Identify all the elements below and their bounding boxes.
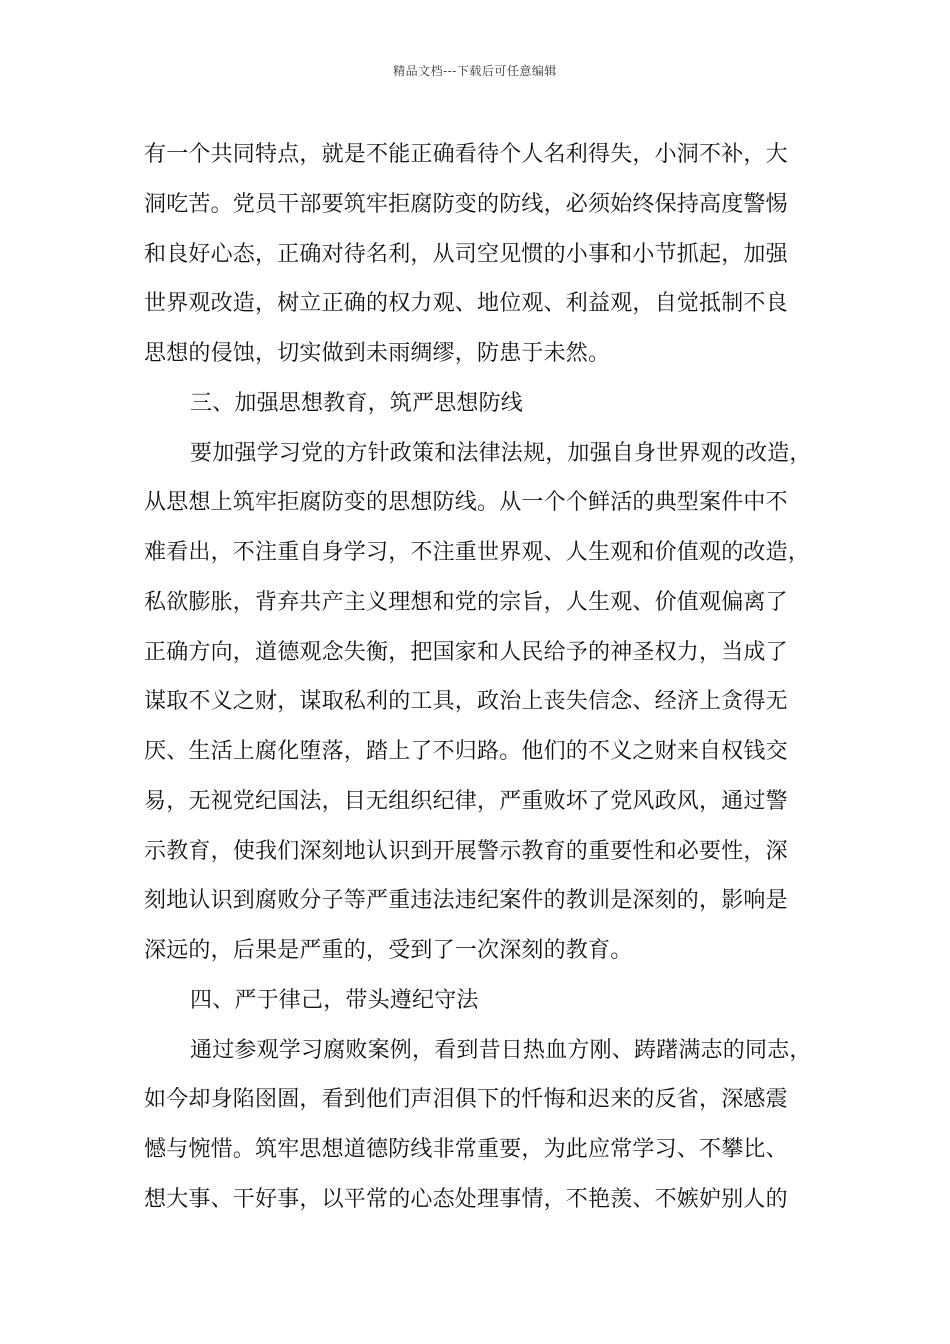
text-line: 和良好心态，正确对待名利，从司空见惯的小事和小节抓起，加强 — [144, 241, 788, 267]
text-line: 正确方向，道德观念失衡，把国家和人民给予的神圣权力，当成了 — [144, 639, 788, 665]
text-line: 如今却身陷囹圄，看到他们声泪俱下的忏悔和迟来的反省，深感震 — [144, 1087, 788, 1113]
text-line: 有一个共同特点，就是不能正确看待个人名利得失，小洞不补，大 — [144, 142, 788, 167]
text-line: 思想的侵蚀，切实做到未雨绸缪，防患于未然。 — [144, 341, 611, 366]
text-line: 谋取不义之财，谋取私利的工具，政治上丧失信念、经济上贪得无 — [144, 689, 788, 715]
text-line: 难看出，不注重自身学习，不注重世界观、人生观和价值观的改造， — [144, 540, 811, 565]
text-line: 要加强学习党的方针政策和法律法规，加强自身世界观的改造， — [190, 440, 812, 466]
page-header: 精品文档---下载后可任意编辑 — [393, 64, 557, 78]
text-line: 易，无视党纪国法，目无组织纪律，严重败坏了党风政风，通过警 — [144, 788, 788, 814]
text-line: 深远的，后果是严重的，受到了一次深刻的教育。 — [144, 938, 633, 963]
text-line: 通过参观学习腐败案例，看到昔日热血方刚、踌躇满志的同志， — [190, 1037, 812, 1063]
text-line: 厌、生活上腐化堕落，踏上了不归路。他们的不义之财来自权钱交 — [144, 739, 788, 764]
document-body — [144, 130, 814, 1225]
section-heading: 三、加强思想教育，筑严思想防线 — [190, 390, 524, 416]
text-line: 世界观改造，树立正确的权力观、地位观、利益观，自觉抵制不良 — [144, 291, 788, 317]
text-line: 憾与惋惜。筑牢思想道德防线非常重要，为此应常学习、不攀比、 — [144, 1137, 788, 1162]
text-line: 从思想上筑牢拒腐防变的思想防线。从一个个鲜活的典型案件中不 — [144, 490, 788, 516]
text-line: 洞吃苦。党员干部要筑牢拒腐防变的防线，必须始终保持高度警惕 — [144, 191, 788, 217]
text-line: 想大事、干好事，以平常的心态处理事情，不艳羡、不嫉妒别人的 — [144, 1186, 788, 1212]
text-line: 私欲膨胀，背弃共产主义理想和党的宗旨，人生观、价值观偏离了 — [144, 589, 788, 615]
text-line: 刻地认识到腐败分子等严重违法违纪案件的教训是深刻的，影响是 — [144, 888, 788, 914]
section-heading: 四、严于律己，带头遵纪守法 — [190, 987, 479, 1013]
text-line: 示教育，使我们深刻地认识到开展警示教育的重要性和必要性，深 — [144, 838, 788, 864]
